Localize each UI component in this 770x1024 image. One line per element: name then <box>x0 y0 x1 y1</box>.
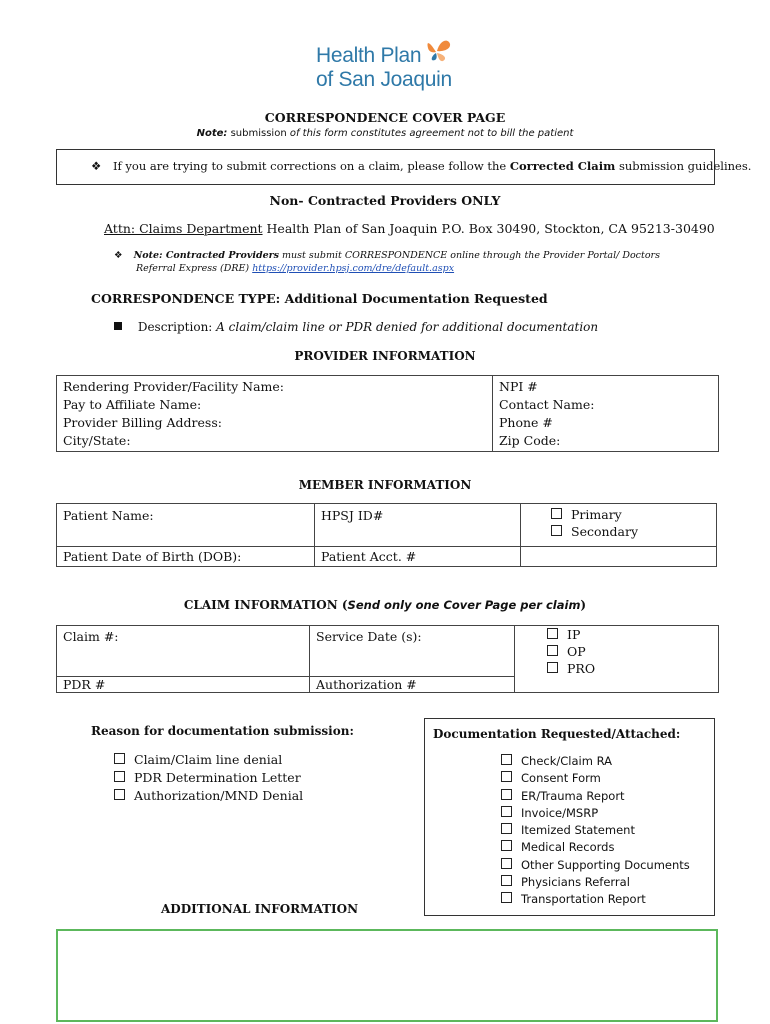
other-documents-checkbox[interactable]: Other Supporting Documents <box>501 858 690 875</box>
patient-acct-field[interactable]: Patient Acct. # <box>315 547 521 567</box>
non-contracted-heading: Non- Contracted Providers ONLY <box>269 193 501 208</box>
zip-code-field[interactable]: Zip Code: <box>499 433 561 448</box>
provider-info-table <box>56 375 719 452</box>
billing-address-field[interactable]: Provider Billing Address: <box>63 415 222 430</box>
physicians-referral-checkbox[interactable]: Physicians Referral <box>501 875 690 892</box>
logo-line-1: Health Plan <box>316 44 422 67</box>
phone-field[interactable]: Phone # <box>499 415 553 430</box>
authorization-field[interactable]: Authorization # <box>310 677 515 693</box>
claim-denial-checkbox[interactable]: Claim/Claim line denial <box>114 752 303 770</box>
pay-to-affiliate-field[interactable]: Pay to Affiliate Name: <box>63 397 202 412</box>
member-info-heading: MEMBER INFORMATION <box>298 478 472 492</box>
authorization-denial-checkbox[interactable]: Authorization/MND Denial <box>114 788 303 806</box>
documentation-list <box>501 754 690 910</box>
contact-name-field[interactable]: Contact Name: <box>499 397 595 412</box>
check-claim-ra-checkbox[interactable]: Check/Claim RA <box>501 754 690 771</box>
member-info-table <box>56 503 717 567</box>
diamond-bullet-icon: ❖ <box>114 250 123 261</box>
itemized-statement-checkbox[interactable]: Itemized Statement <box>501 823 690 840</box>
invoice-msrp-checkbox[interactable]: Invoice/MSRP <box>501 806 690 823</box>
npi-field[interactable]: NPI # <box>499 379 538 394</box>
claim-number-field[interactable]: Claim #: <box>57 626 310 677</box>
butterfly-icon <box>424 36 454 66</box>
square-bullet-icon <box>114 322 122 330</box>
claim-info-heading: CLAIM INFORMATION (Send only one Cover Page per claim) <box>183 598 587 612</box>
additional-info-textarea[interactable] <box>56 929 718 1022</box>
pdr-letter-checkbox[interactable]: PDR Determination Letter <box>114 770 303 788</box>
correspondence-type: CORRESPONDENCE TYPE: Additional Documentation Requested <box>91 291 548 306</box>
consent-form-checkbox[interactable]: Consent Form <box>501 771 690 788</box>
documentation-box <box>424 718 715 916</box>
er-trauma-checkbox[interactable]: ER/Trauma Report <box>501 789 690 806</box>
medical-records-checkbox[interactable]: Medical Records <box>501 840 690 857</box>
dre-portal-link[interactable]: https://provider.hpsj.com/dre/default.aspx <box>252 263 455 274</box>
service-date-field[interactable]: Service Date (s): <box>310 626 515 677</box>
dob-field[interactable]: Patient Date of Birth (DOB): <box>57 547 315 567</box>
primary-checkbox[interactable]: Primary <box>551 507 710 524</box>
documentation-heading: Documentation Requested/Attached: <box>433 727 681 741</box>
additional-info-heading: ADDITIONAL INFORMATION <box>161 902 359 916</box>
description-line: Description: A claim/claim line or PDR denied for additional documentation <box>114 320 598 334</box>
hpsj-id-field[interactable]: HPSJ ID# <box>315 504 521 547</box>
contracted-note-line2: Referral Express (DRE) https://provider.hpsj.com/dre/default.aspx <box>136 263 455 274</box>
claim-info-table <box>56 625 719 693</box>
contracted-note: ❖ Note: Contracted Providers must submit CORRESPONDENCE online through the Provider Portal/ Doctors <box>114 250 660 261</box>
reason-list <box>114 752 303 806</box>
diamond-bullet-icon: ❖ <box>91 159 102 173</box>
ip-checkbox[interactable]: IP <box>547 627 712 644</box>
reason-heading: Reason for documentation submission: <box>91 724 354 738</box>
pro-checkbox[interactable]: PRO <box>547 661 712 678</box>
corrections-notice-box: ❖ If you are trying to submit corrections on a claim, please follow the Corrected Claim submission guidelines. <box>56 149 715 185</box>
patient-name-field[interactable]: Patient Name: <box>57 504 315 547</box>
health-plan-logo <box>316 36 456 94</box>
logo-line-2: of San Joaquin <box>316 68 452 91</box>
billing-note: Note: submission of this form constitutes agreement not to bill the patient <box>196 128 574 139</box>
pdr-field[interactable]: PDR # <box>57 677 310 693</box>
page-title: CORRESPONDENCE COVER PAGE <box>264 110 506 125</box>
secondary-checkbox[interactable]: Secondary <box>551 524 710 541</box>
op-checkbox[interactable]: OP <box>547 644 712 661</box>
provider-info-heading: PROVIDER INFORMATION <box>294 349 476 363</box>
rendering-provider-field[interactable]: Rendering Provider/Facility Name: <box>63 379 284 394</box>
city-state-field[interactable]: City/State: <box>63 433 131 448</box>
attn-line: Attn: Claims Department Health Plan of San Joaquin P.O. Box 30490, Stockton, CA 95213-30490 <box>104 221 715 236</box>
transportation-report-checkbox[interactable]: Transportation Report <box>501 892 690 909</box>
